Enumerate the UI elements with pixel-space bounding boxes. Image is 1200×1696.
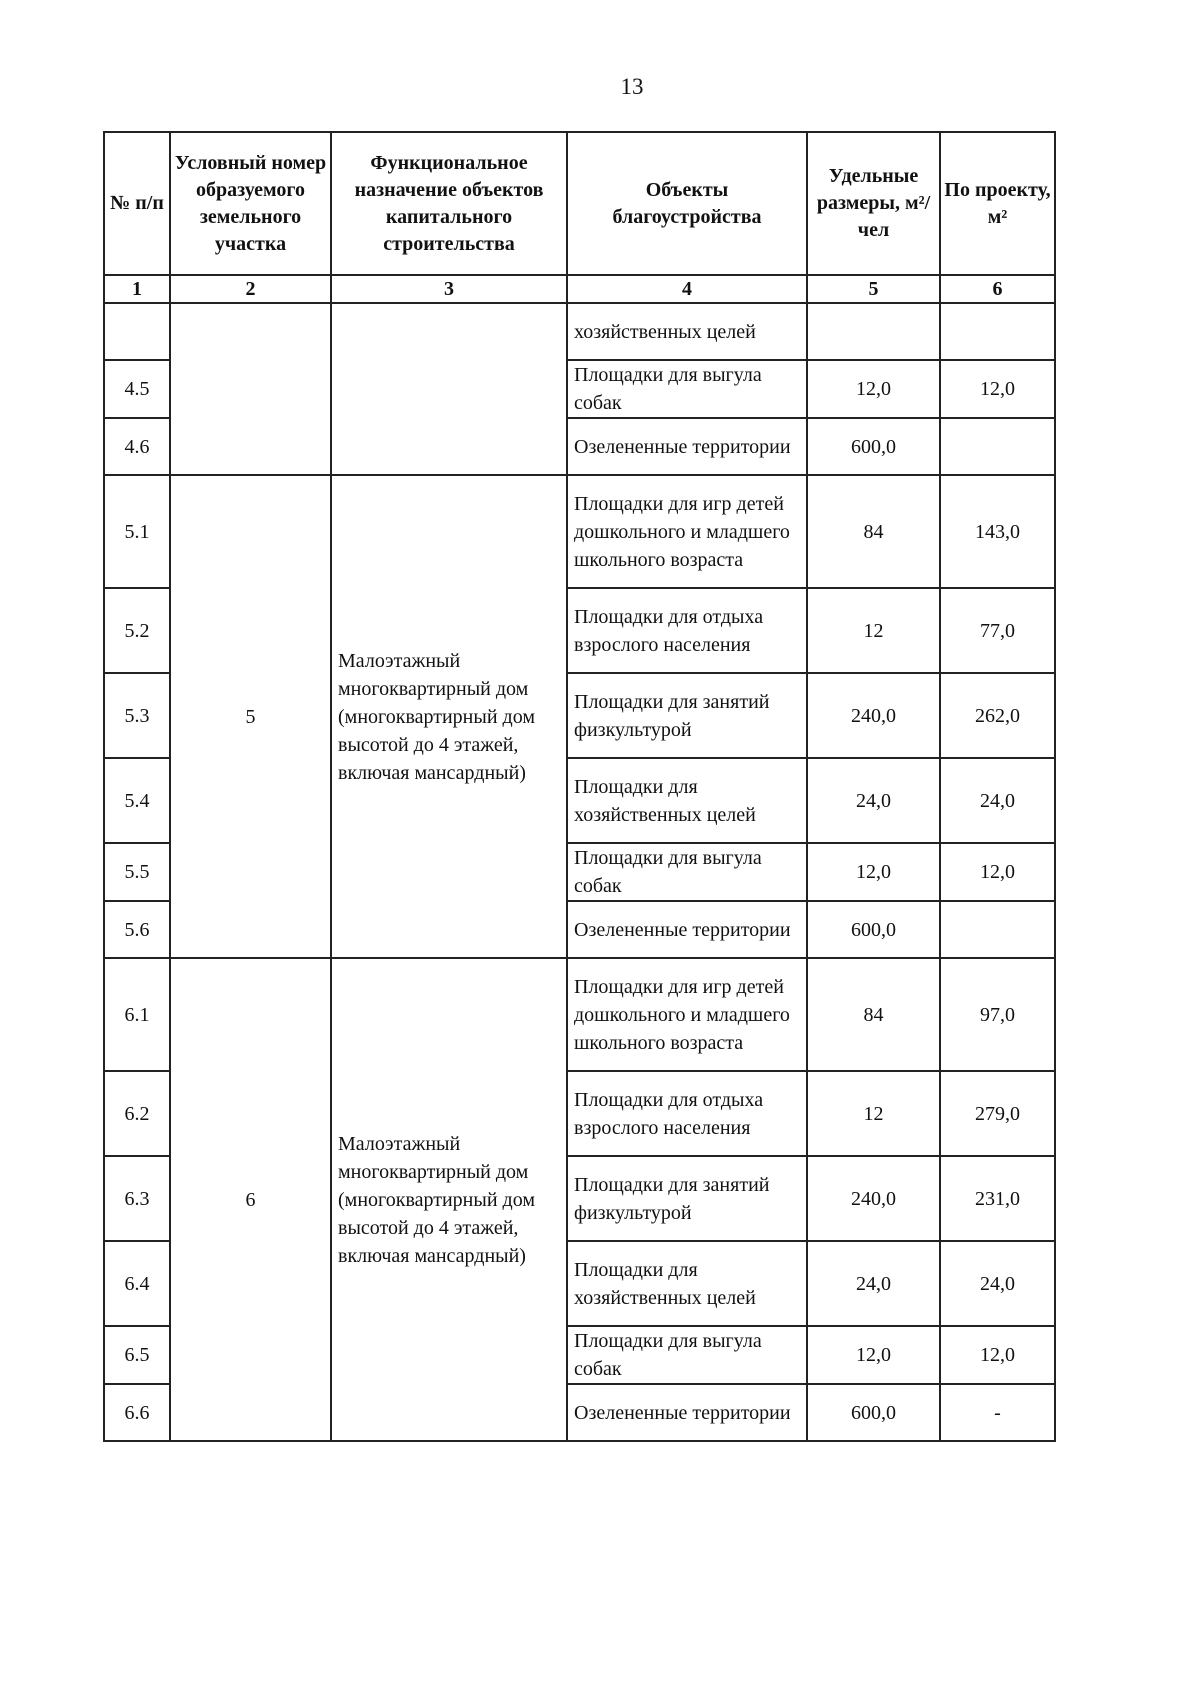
function-cell: [331, 303, 567, 475]
column-number: 2: [170, 275, 331, 303]
row-number: 5.3: [104, 673, 170, 758]
object-cell: Площадки для отдыха взрослого населения: [567, 1071, 807, 1156]
object-cell: Площадки для занятий физкультурой: [567, 1156, 807, 1241]
project-cell: [940, 901, 1055, 958]
row-number: 4.6: [104, 418, 170, 475]
object-cell: Площадки для хозяйственных целей: [567, 1241, 807, 1326]
specific-size-cell: 24,0: [807, 1241, 940, 1326]
page-number: 13: [620, 74, 644, 99]
project-cell: 97,0: [940, 958, 1055, 1071]
project-cell: 143,0: [940, 475, 1055, 588]
specific-size-cell: 84: [807, 475, 940, 588]
header-specific-size: Удельные размеры, м²/чел: [807, 132, 940, 275]
header-function: Функциональное назначение объектов капитального строительства: [331, 132, 567, 275]
row-number: 6.5: [104, 1326, 170, 1384]
function-cell: Малоэтажный многоквартирный дом (многоквартирный дом высотой до 4 этажей, включая мансардный): [331, 958, 567, 1441]
specific-size-cell: [807, 303, 940, 360]
column-numbers-row: [104, 275, 1055, 303]
column-number: 5: [807, 275, 940, 303]
project-cell: [940, 303, 1055, 360]
specific-size-cell: 12,0: [807, 360, 940, 418]
object-cell: Площадки для занятий физкультурой: [567, 673, 807, 758]
project-cell: 12,0: [940, 1326, 1055, 1384]
object-cell: Площадки для выгула собак: [567, 843, 807, 901]
column-number: 4: [567, 275, 807, 303]
header-number: № п/п: [104, 132, 170, 275]
header-row: [104, 132, 1055, 275]
project-cell: 12,0: [940, 843, 1055, 901]
row-number: 5.4: [104, 758, 170, 843]
specific-size-cell: 600,0: [807, 901, 940, 958]
project-cell: 279,0: [940, 1071, 1055, 1156]
specific-size-cell: 240,0: [807, 1156, 940, 1241]
header-objects: Объекты благоустройства: [567, 132, 807, 275]
specific-size-cell: 600,0: [807, 1384, 940, 1441]
table-row: [104, 958, 1055, 1071]
header-plot-number: Условный номер образуемого земельного участка: [170, 132, 331, 275]
specific-size-cell: 600,0: [807, 418, 940, 475]
object-cell: Площадки для игр детей дошкольного и младшего школьного возраста: [567, 475, 807, 588]
plot-number-cell: 5: [170, 475, 331, 958]
row-number: 5.1: [104, 475, 170, 588]
object-cell: Озелененные территории: [567, 901, 807, 958]
object-cell: Озелененные территории: [567, 1384, 807, 1441]
object-cell: Площадки для игр детей дошкольного и младшего школьного возраста: [567, 958, 807, 1071]
row-number: 5.5: [104, 843, 170, 901]
row-number: 6.4: [104, 1241, 170, 1326]
function-cell: Малоэтажный многоквартирный дом (многоквартирный дом высотой до 4 этажей, включая мансардный): [331, 475, 567, 958]
row-number: 6.1: [104, 958, 170, 1071]
table-row: [104, 475, 1055, 588]
object-cell: Площадки для выгула собак: [567, 1326, 807, 1384]
header-project: По проекту, м²: [940, 132, 1055, 275]
object-cell: Озелененные территории: [567, 418, 807, 475]
project-cell: 24,0: [940, 1241, 1055, 1326]
row-number: 5.6: [104, 901, 170, 958]
project-cell: [940, 418, 1055, 475]
object-cell: Площадки для хозяйственных целей: [567, 758, 807, 843]
specific-size-cell: 12: [807, 588, 940, 673]
specific-size-cell: 240,0: [807, 673, 940, 758]
project-cell: 231,0: [940, 1156, 1055, 1241]
row-number: 6.2: [104, 1071, 170, 1156]
project-cell: 77,0: [940, 588, 1055, 673]
specific-size-cell: 24,0: [807, 758, 940, 843]
row-number: 4.5: [104, 360, 170, 418]
row-number: 6.6: [104, 1384, 170, 1441]
specific-size-cell: 12,0: [807, 843, 940, 901]
column-number: 3: [331, 275, 567, 303]
specific-size-cell: 12,0: [807, 1326, 940, 1384]
landscaping-table: [103, 131, 1056, 1442]
row-number: [104, 303, 170, 360]
project-cell: 262,0: [940, 673, 1055, 758]
plot-number-cell: [170, 303, 331, 475]
object-cell: Площадки для отдыха взрослого населения: [567, 588, 807, 673]
project-cell: 24,0: [940, 758, 1055, 843]
project-cell: -: [940, 1384, 1055, 1441]
specific-size-cell: 12: [807, 1071, 940, 1156]
object-cell: Площадки для выгула собак: [567, 360, 807, 418]
row-number: 6.3: [104, 1156, 170, 1241]
column-number: 1: [104, 275, 170, 303]
specific-size-cell: 84: [807, 958, 940, 1071]
row-number: 5.2: [104, 588, 170, 673]
plot-number-cell: 6: [170, 958, 331, 1441]
table-row: [104, 303, 1055, 360]
column-number: 6: [940, 275, 1055, 303]
object-cell: хозяйственных целей: [567, 303, 807, 360]
project-cell: 12,0: [940, 360, 1055, 418]
